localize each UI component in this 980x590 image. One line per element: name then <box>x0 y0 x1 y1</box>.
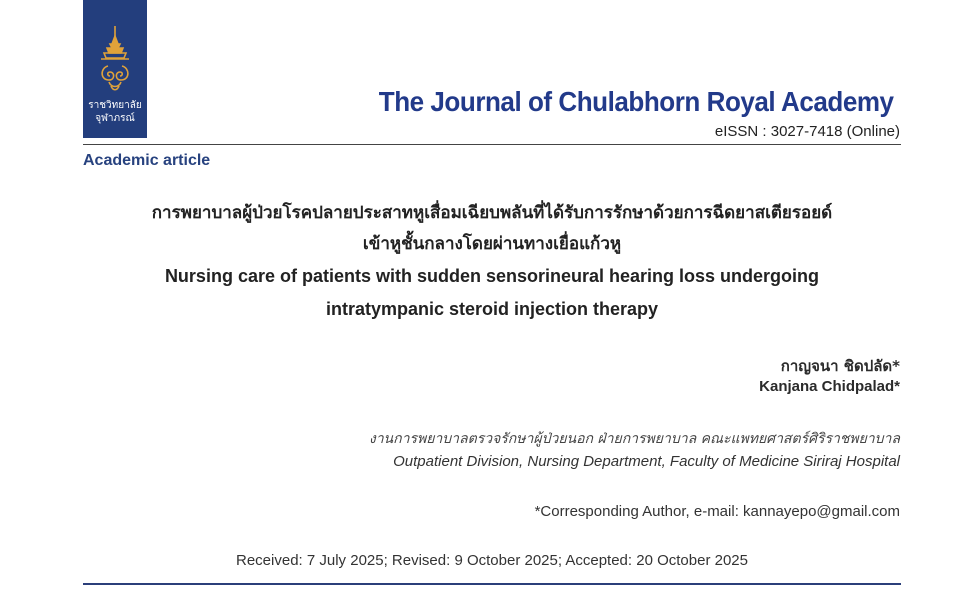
header-divider <box>83 144 901 145</box>
eissn-label: eISSN : 3027-7418 (Online) <box>714 123 900 140</box>
affiliation-english: Outpatient Division, Nursing Department, Faculty of Medicine Siriraj Hospital <box>393 453 900 470</box>
author-thai: กาญจนา ชิดปลัด* <box>780 357 900 375</box>
footer-divider <box>83 583 901 585</box>
title-thai-line-2: เข้าหูชั้นกลางโดยผ่านทางเยื่อแก้วหู <box>362 234 622 254</box>
journal-logo <box>83 0 147 138</box>
publication-dates: Received: 7 July 2025; Revised: 9 October 2025; Accepted: 20 October 2025 <box>236 552 748 569</box>
author-english: Kanjana Chidpalad* <box>759 378 900 395</box>
journal-title: The Journal of Chulabhorn Royal Academy <box>379 86 894 117</box>
article-title <box>83 198 901 326</box>
corresponding-author: *Corresponding Author, e-mail: kannayepo@gmail.com <box>534 503 900 520</box>
article-type: Academic article <box>83 152 211 169</box>
affiliation-thai: งานการพยาบาลตรวจรักษาผู้ป่วยนอก ฝ่ายการพยาบาล คณะแพทยศาสตร์ศิริราชพยาบาล <box>368 431 900 447</box>
logo-text-line-2: จุฬาภรณ์ <box>95 113 135 124</box>
logo-text-line-1: ราชวิทยาลัย <box>88 100 142 111</box>
title-thai-line-1: การพยาบาลผู้ป่วยโรคปลายประสาทหูเสื่อมเฉียบพลันที่ได้รับการรักษาด้วยการฉีดยาสเตียรอยด์ <box>151 203 833 223</box>
title-english-line-2: intratympanic steroid injection therapy <box>325 299 659 319</box>
royal-academy-emblem-icon <box>95 26 135 98</box>
title-english-line-1: Nursing care of patients with sudden sensorineural hearing loss undergoing <box>164 266 820 286</box>
